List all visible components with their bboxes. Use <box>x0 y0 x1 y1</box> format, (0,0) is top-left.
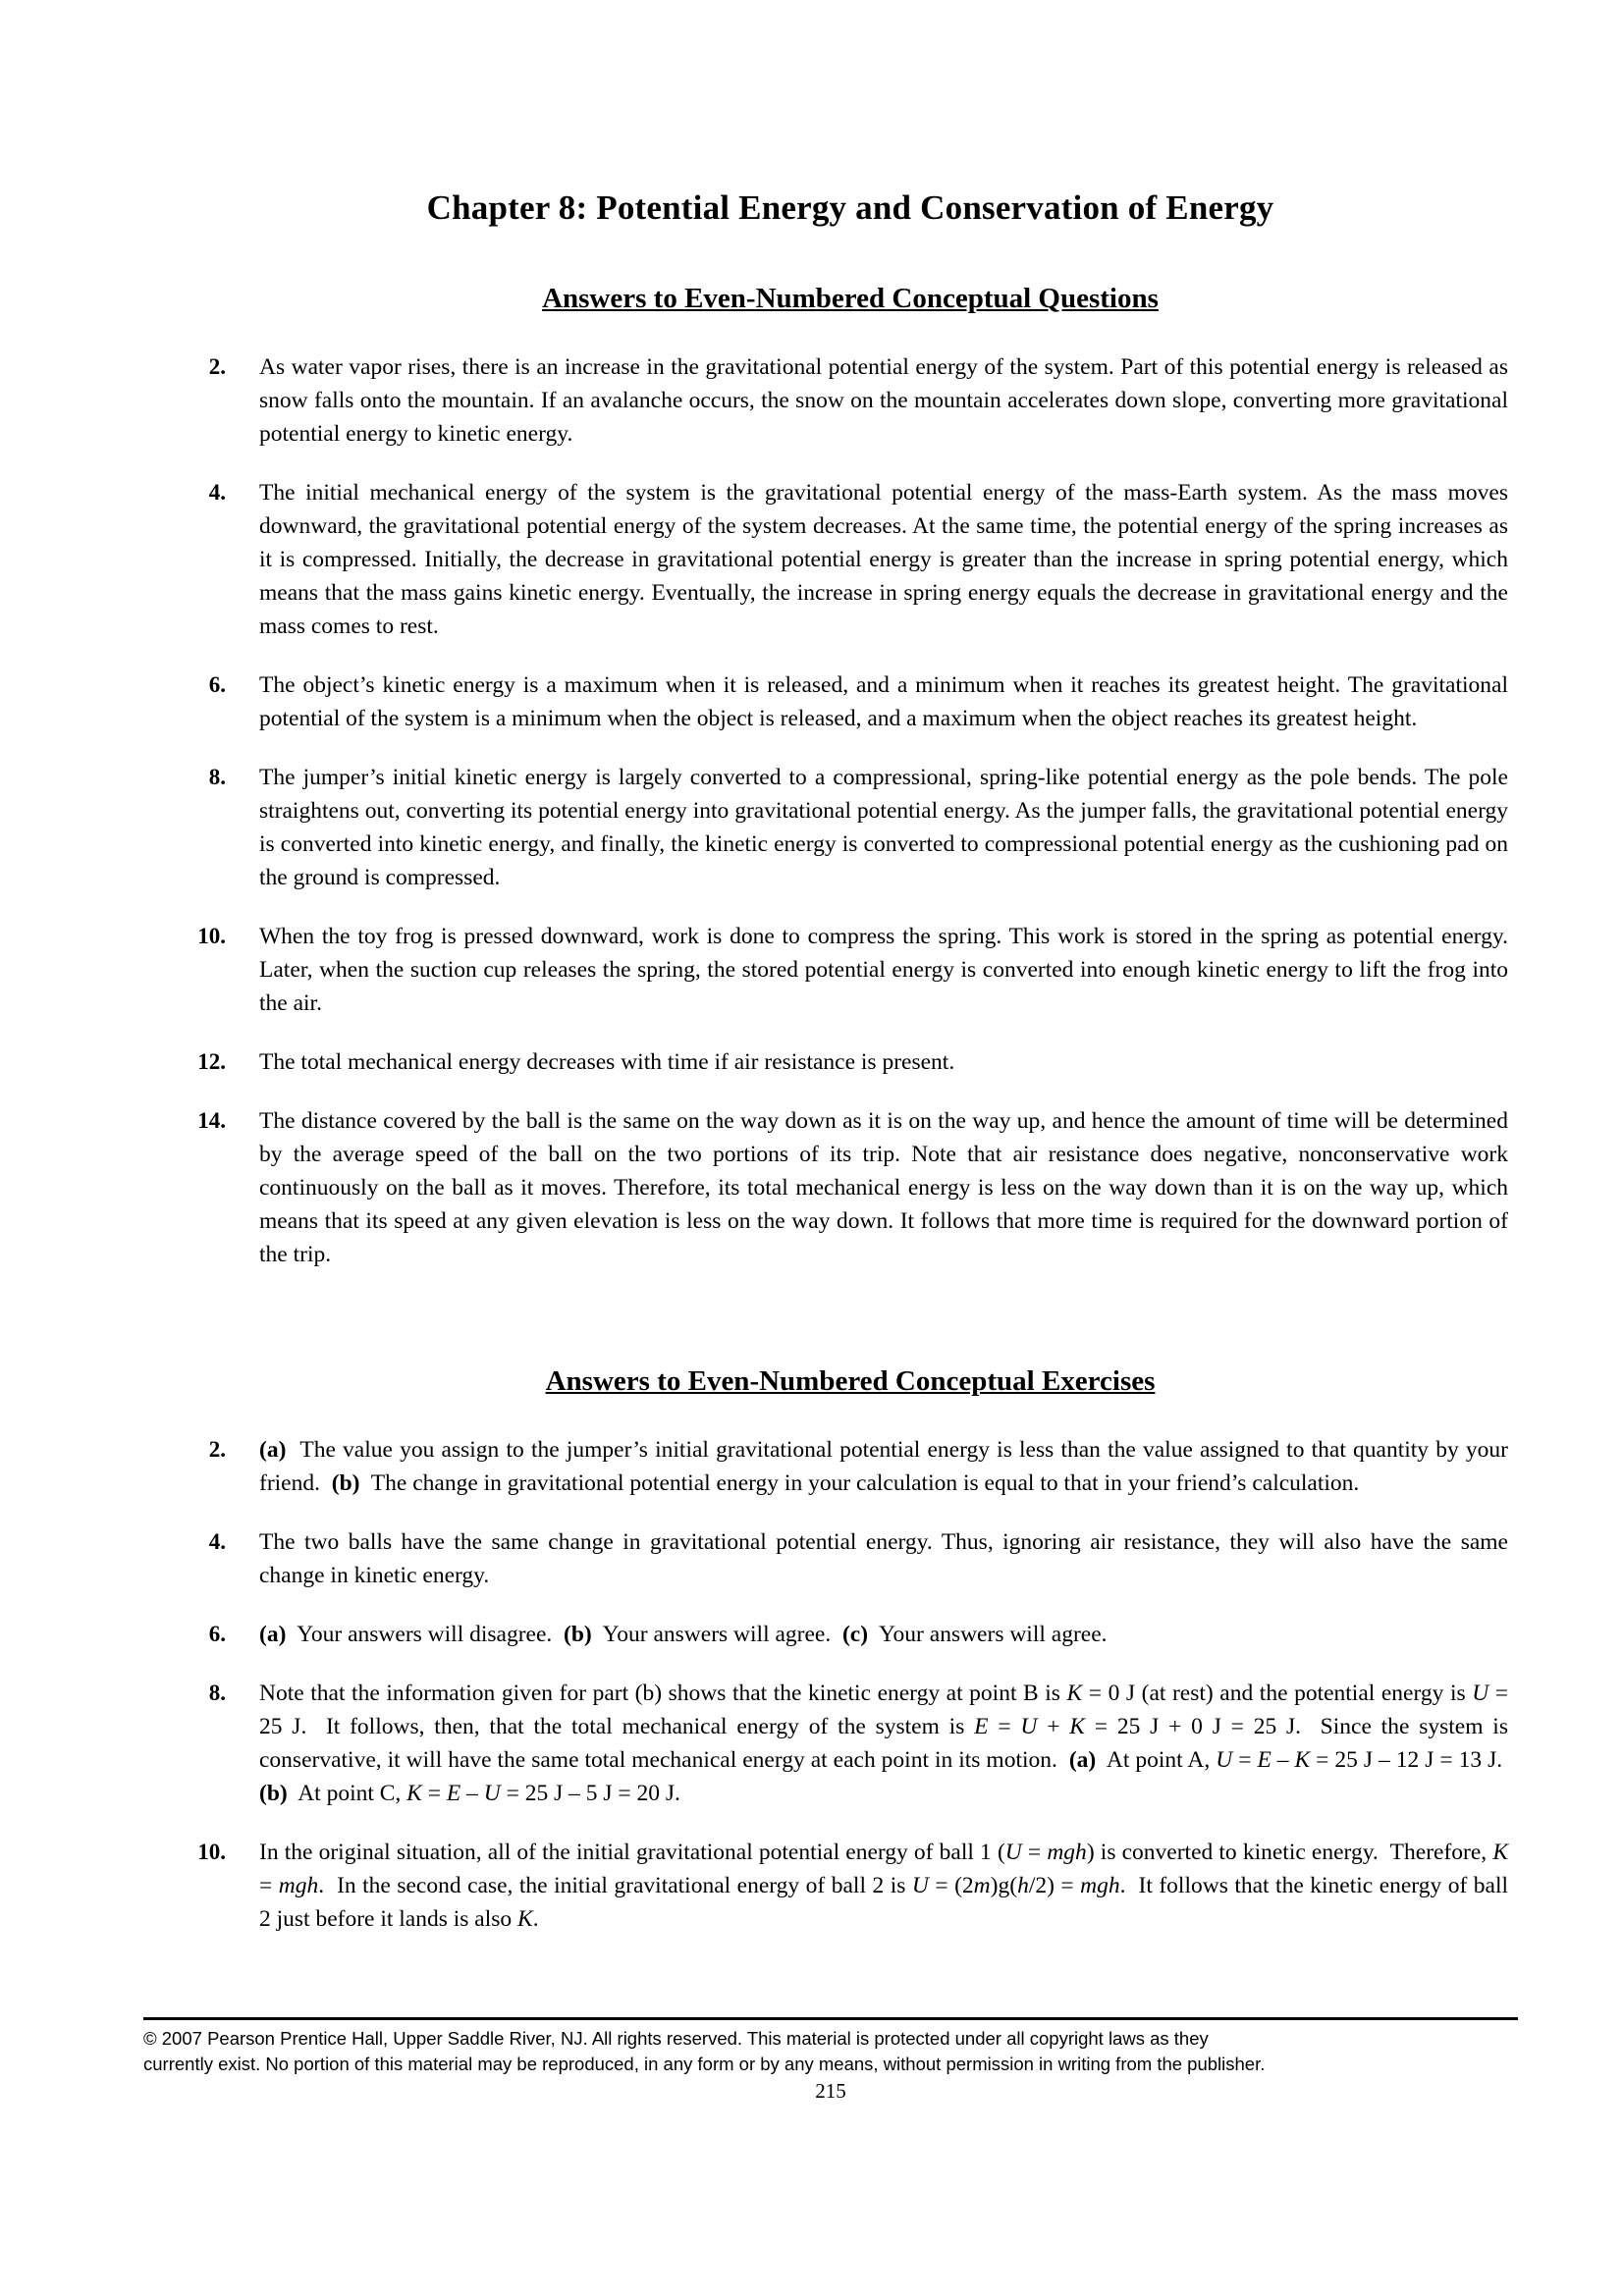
footer-divider <box>143 2017 1518 2020</box>
conceptual-questions-list <box>192 350 1508 1271</box>
section-heading-conceptual-questions: Answers to Even-Numbered Conceptual Questions <box>542 283 1159 314</box>
item-number: 2. <box>208 354 226 379</box>
copyright-line-1: © 2007 Pearson Prentice Hall, Upper Saddle River, NJ. All rights reserved. This material is protected under all copyright laws as they <box>143 2028 1209 2049</box>
copyright-notice <box>143 2026 1518 2077</box>
page-footer <box>143 2017 1518 2104</box>
list-item <box>192 1104 1508 1271</box>
page-number: 215 <box>815 2079 846 2103</box>
list-item <box>192 1433 1508 1500</box>
item-text: The object’s kinetic energy is a maximum when it is released, and a minimum when it reaches its greatest height. The gravitational potential of the system is a minimum when the object is released, and a maximum when the object reaches its greatest height. <box>259 672 1508 731</box>
item-text: (a) The value you assign to the jumper’s initial gravitational potential energy is less than the value assigned to that quantity by your friend. (b) The change in gravitational potential energy in your calculation is equal to that in your friend’s calculation. <box>259 1437 1508 1496</box>
item-number: 14. <box>197 1108 226 1133</box>
item-number: 12. <box>197 1049 226 1074</box>
item-text: The two balls have the same change in gravitational potential energy. Thus, ignoring air resistance, they will also have the same change in kinetic energy. <box>259 1529 1508 1588</box>
item-number: 4. <box>208 480 226 505</box>
page-title: Chapter 8: Potential Energy and Conservation of Energy <box>426 188 1274 227</box>
item-number: 8. <box>208 1681 226 1705</box>
page-content <box>192 0 1508 1936</box>
item-text: (a) Your answers will disagree. (b) Your answers will agree. (c) Your answers will agree. <box>259 1622 1108 1647</box>
item-number: 10. <box>197 924 226 948</box>
item-text: The total mechanical energy decreases with time if air resistance is present. <box>259 1049 955 1075</box>
item-text: Note that the information given for part (b) shows that the kinetic energy at point B is K = 0 J (at rest) and the potential energy is U = 25 J. It follows, then, that the total mechanical energy of the system is E = U + K = 25 J + 0 J = 25 J. Since the system is conservative, it will have the same total mechanical energy at each point in its motion. (a) At point A, U = E – K = 25 J – 12 J = 13 J. (b) At point C, K = E – U = 25 J – 5 J = 20 J. <box>259 1681 1508 1806</box>
item-number: 8. <box>208 765 226 789</box>
list-item <box>192 350 1508 451</box>
item-number: 6. <box>208 672 226 697</box>
list-item <box>192 761 1508 894</box>
item-text: The distance covered by the ball is the same on the way down as it is on the way up, and hence the amount of time will be determined by the average speed of the ball on the two portions of its trip. Note that air resistance does negative, nonconservative work continuously on the ball as it moves. Therefore, its total mechanical energy is less on the way down than it is on the way up, which means that its speed at any given elevation is less on the way down. It follows that more time is required for the downward portion of the trip. <box>259 1108 1508 1267</box>
item-text: In the original situation, all of the initial gravitational potential energy of ball 1 (U = mgh) is converted to kinetic energy. Therefore, K = mgh. In the second case, the initial gravitational energy of ball 2 is U = (2m)g(h/2) = mgh. It follows that the kinetic energy of ball 2 just before it lands is also K. <box>259 1840 1509 1932</box>
list-item <box>192 1618 1508 1651</box>
list-item <box>192 1836 1508 1936</box>
list-item <box>192 1525 1508 1592</box>
item-number: 6. <box>208 1622 226 1646</box>
item-text: As water vapor rises, there is an increase in the gravitational potential energy of the system. Part of this potential energy is released as snow falls onto the mountain. If an avalanche occurs, the snow on the mountain accelerates down slope, converting more gravitational potential energy to kinetic energy. <box>259 354 1508 447</box>
conceptual-exercises-list <box>192 1433 1508 1936</box>
list-item <box>192 920 1508 1020</box>
list-item <box>192 1045 1508 1079</box>
section-heading-conceptual-exercises: Answers to Even-Numbered Conceptual Exercises <box>545 1365 1156 1397</box>
list-item <box>192 668 1508 735</box>
item-number: 2. <box>208 1437 226 1462</box>
copyright-line-2: currently exist. No portion of this material may be reproduced, in any form or by any means, without permission in writing from the publisher. <box>143 2054 1266 2074</box>
item-number: 4. <box>208 1529 226 1554</box>
item-number: 10. <box>197 1840 226 1864</box>
item-text: When the toy frog is pressed downward, work is done to compress the spring. This work is stored in the spring as potential energy. Later, when the suction cup releases the spring, the stored potential energy is converted into enough kinetic energy to lift the frog into the air. <box>259 924 1508 1016</box>
list-item <box>192 1677 1508 1810</box>
item-text: The initial mechanical energy of the system is the gravitational potential energy of the mass-Earth system. As the mass moves downward, the gravitational potential energy of the system decreases. At the same time, the potential energy of the spring increases as it is compressed. Initially, the decrease in gravitational potential energy is greater than the increase in spring potential energy, which means that the mass gains kinetic energy. Eventually, the increase in spring energy equals the decrease in gravitational energy and the mass comes to rest. <box>259 480 1508 639</box>
list-item <box>192 476 1508 643</box>
item-text: The jumper’s initial kinetic energy is largely converted to a compressional, spring-like potential energy as the pole bends. The pole straightens out, converting its potential energy into gravitational potential energy. As the jumper falls, the gravitational potential energy is converted into kinetic energy, and finally, the kinetic energy is converted to compressional potential energy as the cushioning pad on the ground is compressed. <box>259 765 1508 890</box>
